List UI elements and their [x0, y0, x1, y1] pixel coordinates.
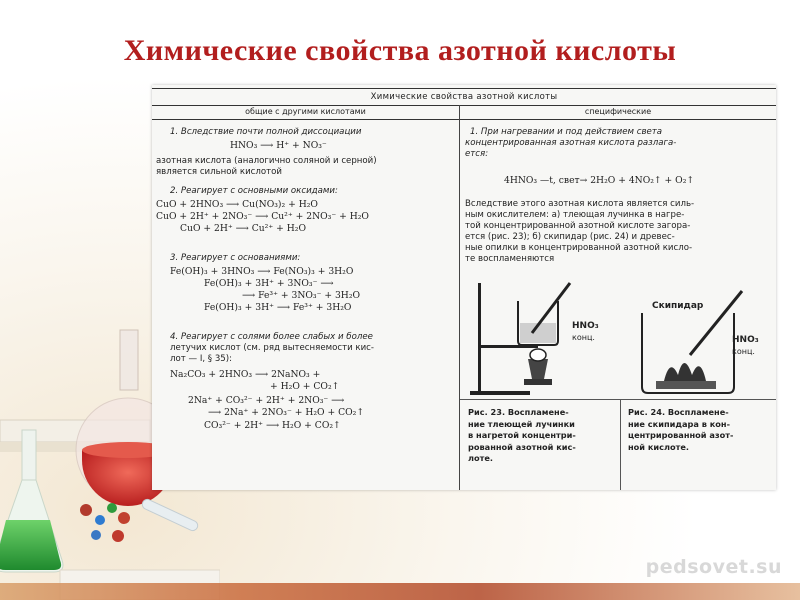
right-p2-line3: той концентрированной азотной кислоте загора- — [465, 221, 691, 231]
left-p1-note-line2: является сильной кислотой — [156, 167, 282, 177]
left-p4-equation2: + H₂O + CO₂↑ — [270, 381, 340, 392]
left-p3-equation3: ⟶ Fe³⁺ + 3NO₃⁻ + 3H₂O — [242, 290, 361, 301]
right-p2-line6: те воспламеняются — [465, 254, 555, 264]
figure-23-label: HNO₃ — [572, 321, 599, 331]
figure-24-caption: Рис. 24. Воспламене- ние скипидара в кон- центрированной азот- ной кислоте. — [628, 407, 734, 452]
left-p1-title: 1. Вследствие почти полной диссоциации — [170, 127, 362, 137]
left-p1-equation: HNO₃ ⟶ H⁺ + NO₃⁻ — [230, 140, 327, 151]
column-header-specific: специфические — [460, 105, 776, 120]
left-p4-equation3: 2Na⁺ + CO₃²⁻ + 2H⁺ + 2NO₃⁻ ⟶ — [188, 395, 345, 406]
properties-table — [152, 85, 776, 490]
figure-caption-column-divider — [620, 399, 621, 490]
left-p3-title: 3. Реагирует с основаниями: — [170, 253, 301, 263]
column-header-general: общие с другими кислотами — [152, 105, 459, 120]
figure-24-label: HNO₃ — [732, 335, 759, 345]
right-p2-line5: ные опилки в концентрированной азотной кисло- — [465, 243, 693, 253]
left-p4-title-line1: 4. Реагирует с солями более слабых и более — [170, 332, 373, 342]
left-p4-equation1: Na₂CO₃ + 2HNO₃ ⟶ 2NaNO₃ + — [170, 369, 321, 380]
left-p1-note-line1: азотная кислота (аналогично соляной и серной) — [156, 156, 377, 166]
right-p2-line4: ется (рис. 23); б) скипидар (рис. 24) и древес- — [465, 232, 675, 242]
right-p1-line2: концентрированная азотная кислота разлага- — [465, 138, 677, 148]
watermark: pedsovet.su — [645, 556, 782, 578]
right-p1-equation: 4HNO₃ —t, свет→ 2H₂O + 4NO₂↑ + O₂↑ — [504, 175, 695, 186]
right-p1-line3: ется: — [465, 149, 489, 159]
column-divider — [459, 105, 460, 490]
right-p2-line1: Вследствие этого азотная кислота является силь- — [465, 199, 695, 209]
table-header: Химические свойства азотной кислоты — [152, 89, 776, 106]
left-p2-title: 2. Реагирует с основными оксидами: — [170, 186, 338, 196]
left-p3-equation1: Fe(OH)₃ + 3HNO₃ ⟶ Fe(NO₃)₃ + 3H₂O — [170, 266, 354, 277]
figure-23-caption: Рис. 23. Воспламене- ние тлеющей лучинки в нагретой концентри- рованной азотной кис- лоте. — [468, 407, 576, 463]
left-p2-equation3: CuO + 2H⁺ ⟶ Cu²⁺ + H₂O — [180, 223, 306, 234]
figure-23-sublabel: конц. — [572, 333, 595, 342]
slide-title: Химические свойства азотной кислоты — [123, 34, 677, 67]
left-p4-title-line3: лот — I, § 35): — [170, 354, 233, 364]
right-p2-line2: ным окислителем: а) тлеющая лучинка в нагре- — [465, 210, 685, 220]
left-p2-equation1: CuO + 2HNO₃ ⟶ Cu(NO₃)₂ + H₂O — [156, 199, 318, 210]
figure-24-top-label: Скипидар — [652, 301, 704, 311]
bottom-decor-bar — [0, 583, 800, 600]
left-p3-equation2: Fe(OH)₃ + 3H⁺ + 3NO₃⁻ ⟶ — [204, 278, 334, 289]
left-p4-title-line2: летучих кислот (см. ряд вытесняемости кис- — [170, 343, 374, 353]
left-p3-equation4: Fe(OH)₃ + 3H⁺ ⟶ Fe³⁺ + 3H₂O — [204, 302, 352, 313]
figure-caption-divider — [460, 399, 776, 400]
left-p4-equation5: CO₃²⁻ + 2H⁺ ⟶ H₂O + CO₂↑ — [204, 420, 341, 431]
right-p1-line1: 1. При нагревании и под действием света — [470, 127, 663, 137]
figure-24-sublabel: конц. — [732, 347, 755, 356]
left-p4-equation4: ⟶ 2Na⁺ + 2NO₃⁻ + H₂O + CO₂↑ — [208, 407, 365, 418]
left-p2-equation2: CuO + 2H⁺ + 2NO₃⁻ ⟶ Cu²⁺ + 2NO₃⁻ + H₂O — [156, 211, 369, 222]
